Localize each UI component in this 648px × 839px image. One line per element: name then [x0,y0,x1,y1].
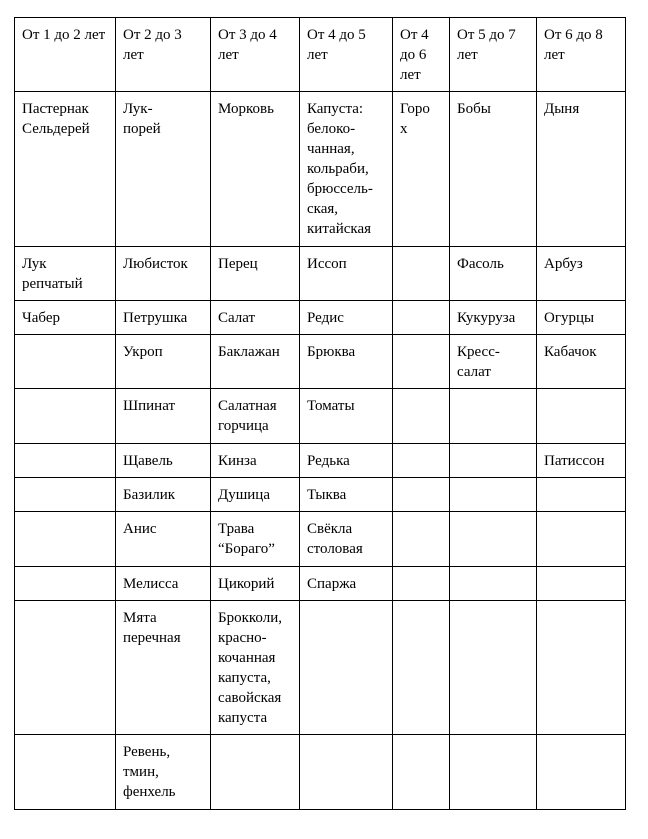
table-cell [450,512,537,567]
table-cell [537,389,626,444]
table-cell: Анис [116,512,211,567]
table-cell: Петрушка [116,301,211,335]
table-cell: Спаржа [300,567,393,601]
table-cell: Дыня [537,92,626,247]
table-cell: Мелисса [116,567,211,601]
table-cell [450,567,537,601]
header-cell-6-8-years: От 6 до 8 лет [537,18,626,92]
table-cell [393,567,450,601]
table-cell: Иссоп [300,247,393,301]
table-cell: Бобы [450,92,537,247]
table-cell [393,389,450,444]
table-cell: Редька [300,444,393,478]
table-cell [15,444,116,478]
table-cell: Баклажан [211,335,300,389]
table-cell [393,601,450,735]
table-cell: Цикорий [211,567,300,601]
table-cell: Лук- порей [116,92,211,247]
table-row [15,512,626,567]
table-row [15,92,626,247]
table-cell [15,735,116,810]
table-cell: Свёкла столовая [300,512,393,567]
table-cell [450,444,537,478]
table-cell: Морковь [211,92,300,247]
table-row [15,444,626,478]
table-cell [211,735,300,810]
table-cell: Мята перечная [116,601,211,735]
table-row [15,389,626,444]
table-cell: Укроп [116,335,211,389]
table-cell: Перец [211,247,300,301]
table-cell [450,601,537,735]
table-row [15,478,626,512]
table-cell [393,335,450,389]
table-cell: Душица [211,478,300,512]
table-cell [15,335,116,389]
header-cell-3-4-years: От 3 до 4 лет [211,18,300,92]
header-cell-4-5-years: От 4 до 5 лет [300,18,393,92]
table-cell [450,389,537,444]
table-cell [15,512,116,567]
table-cell [537,735,626,810]
table-cell [393,247,450,301]
table-cell [300,735,393,810]
table-cell: Лук репчатый [15,247,116,301]
table-cell: Брюква [300,335,393,389]
table-row [15,335,626,389]
table-cell [393,478,450,512]
table-cell: Редис [300,301,393,335]
table-cell: Патиссон [537,444,626,478]
table-cell: Чабер [15,301,116,335]
header-cell-1-2-years: От 1 до 2 лет [15,18,116,92]
table-cell [15,567,116,601]
table-cell: Шпинат [116,389,211,444]
table-cell [537,601,626,735]
table-cell: Кабачок [537,335,626,389]
table-cell: Брокколи, красно- кочанная капуста, савойская капуста [211,601,300,735]
table-cell: Огурцы [537,301,626,335]
table-cell: Горо х [393,92,450,247]
table-cell [15,601,116,735]
seed-viability-table [14,17,626,810]
table-cell [15,389,116,444]
table-cell: Фасоль [450,247,537,301]
table-cell: Любисток [116,247,211,301]
table-row [15,567,626,601]
table-cell: Тыква [300,478,393,512]
table-cell: Кукуруза [450,301,537,335]
table-cell [393,444,450,478]
table-cell [450,478,537,512]
table-cell: Базилик [116,478,211,512]
table-cell [393,735,450,810]
table-row [15,247,626,301]
table-cell: Томаты [300,389,393,444]
table-cell: Кинза [211,444,300,478]
table-cell [393,301,450,335]
table-cell [300,601,393,735]
table-cell: Щавель [116,444,211,478]
table-cell: Кресс- салат [450,335,537,389]
table-cell [393,512,450,567]
table-cell: Салатная горчица [211,389,300,444]
table-cell [450,735,537,810]
table-cell: Капуста: белоко- чанная, кольраби, брюссель- ская, китайская [300,92,393,247]
table-cell [537,478,626,512]
header-cell-2-3-years: От 2 до 3 лет [116,18,211,92]
table-row [15,735,626,810]
table-cell: Салат [211,301,300,335]
header-cell-4-6-years: От 4 до 6 лет [393,18,450,92]
table-row [15,301,626,335]
table-cell: Ревень, тмин, фенхель [116,735,211,810]
table-cell [537,512,626,567]
table-cell: Арбуз [537,247,626,301]
table-cell [537,567,626,601]
header-row [15,18,626,92]
header-cell-5-7-years: От 5 до 7 лет [450,18,537,92]
table-row [15,601,626,735]
table-cell [15,478,116,512]
table-cell: Трава “Бораго” [211,512,300,567]
table-cell: Пастернак Сельдерей [15,92,116,247]
